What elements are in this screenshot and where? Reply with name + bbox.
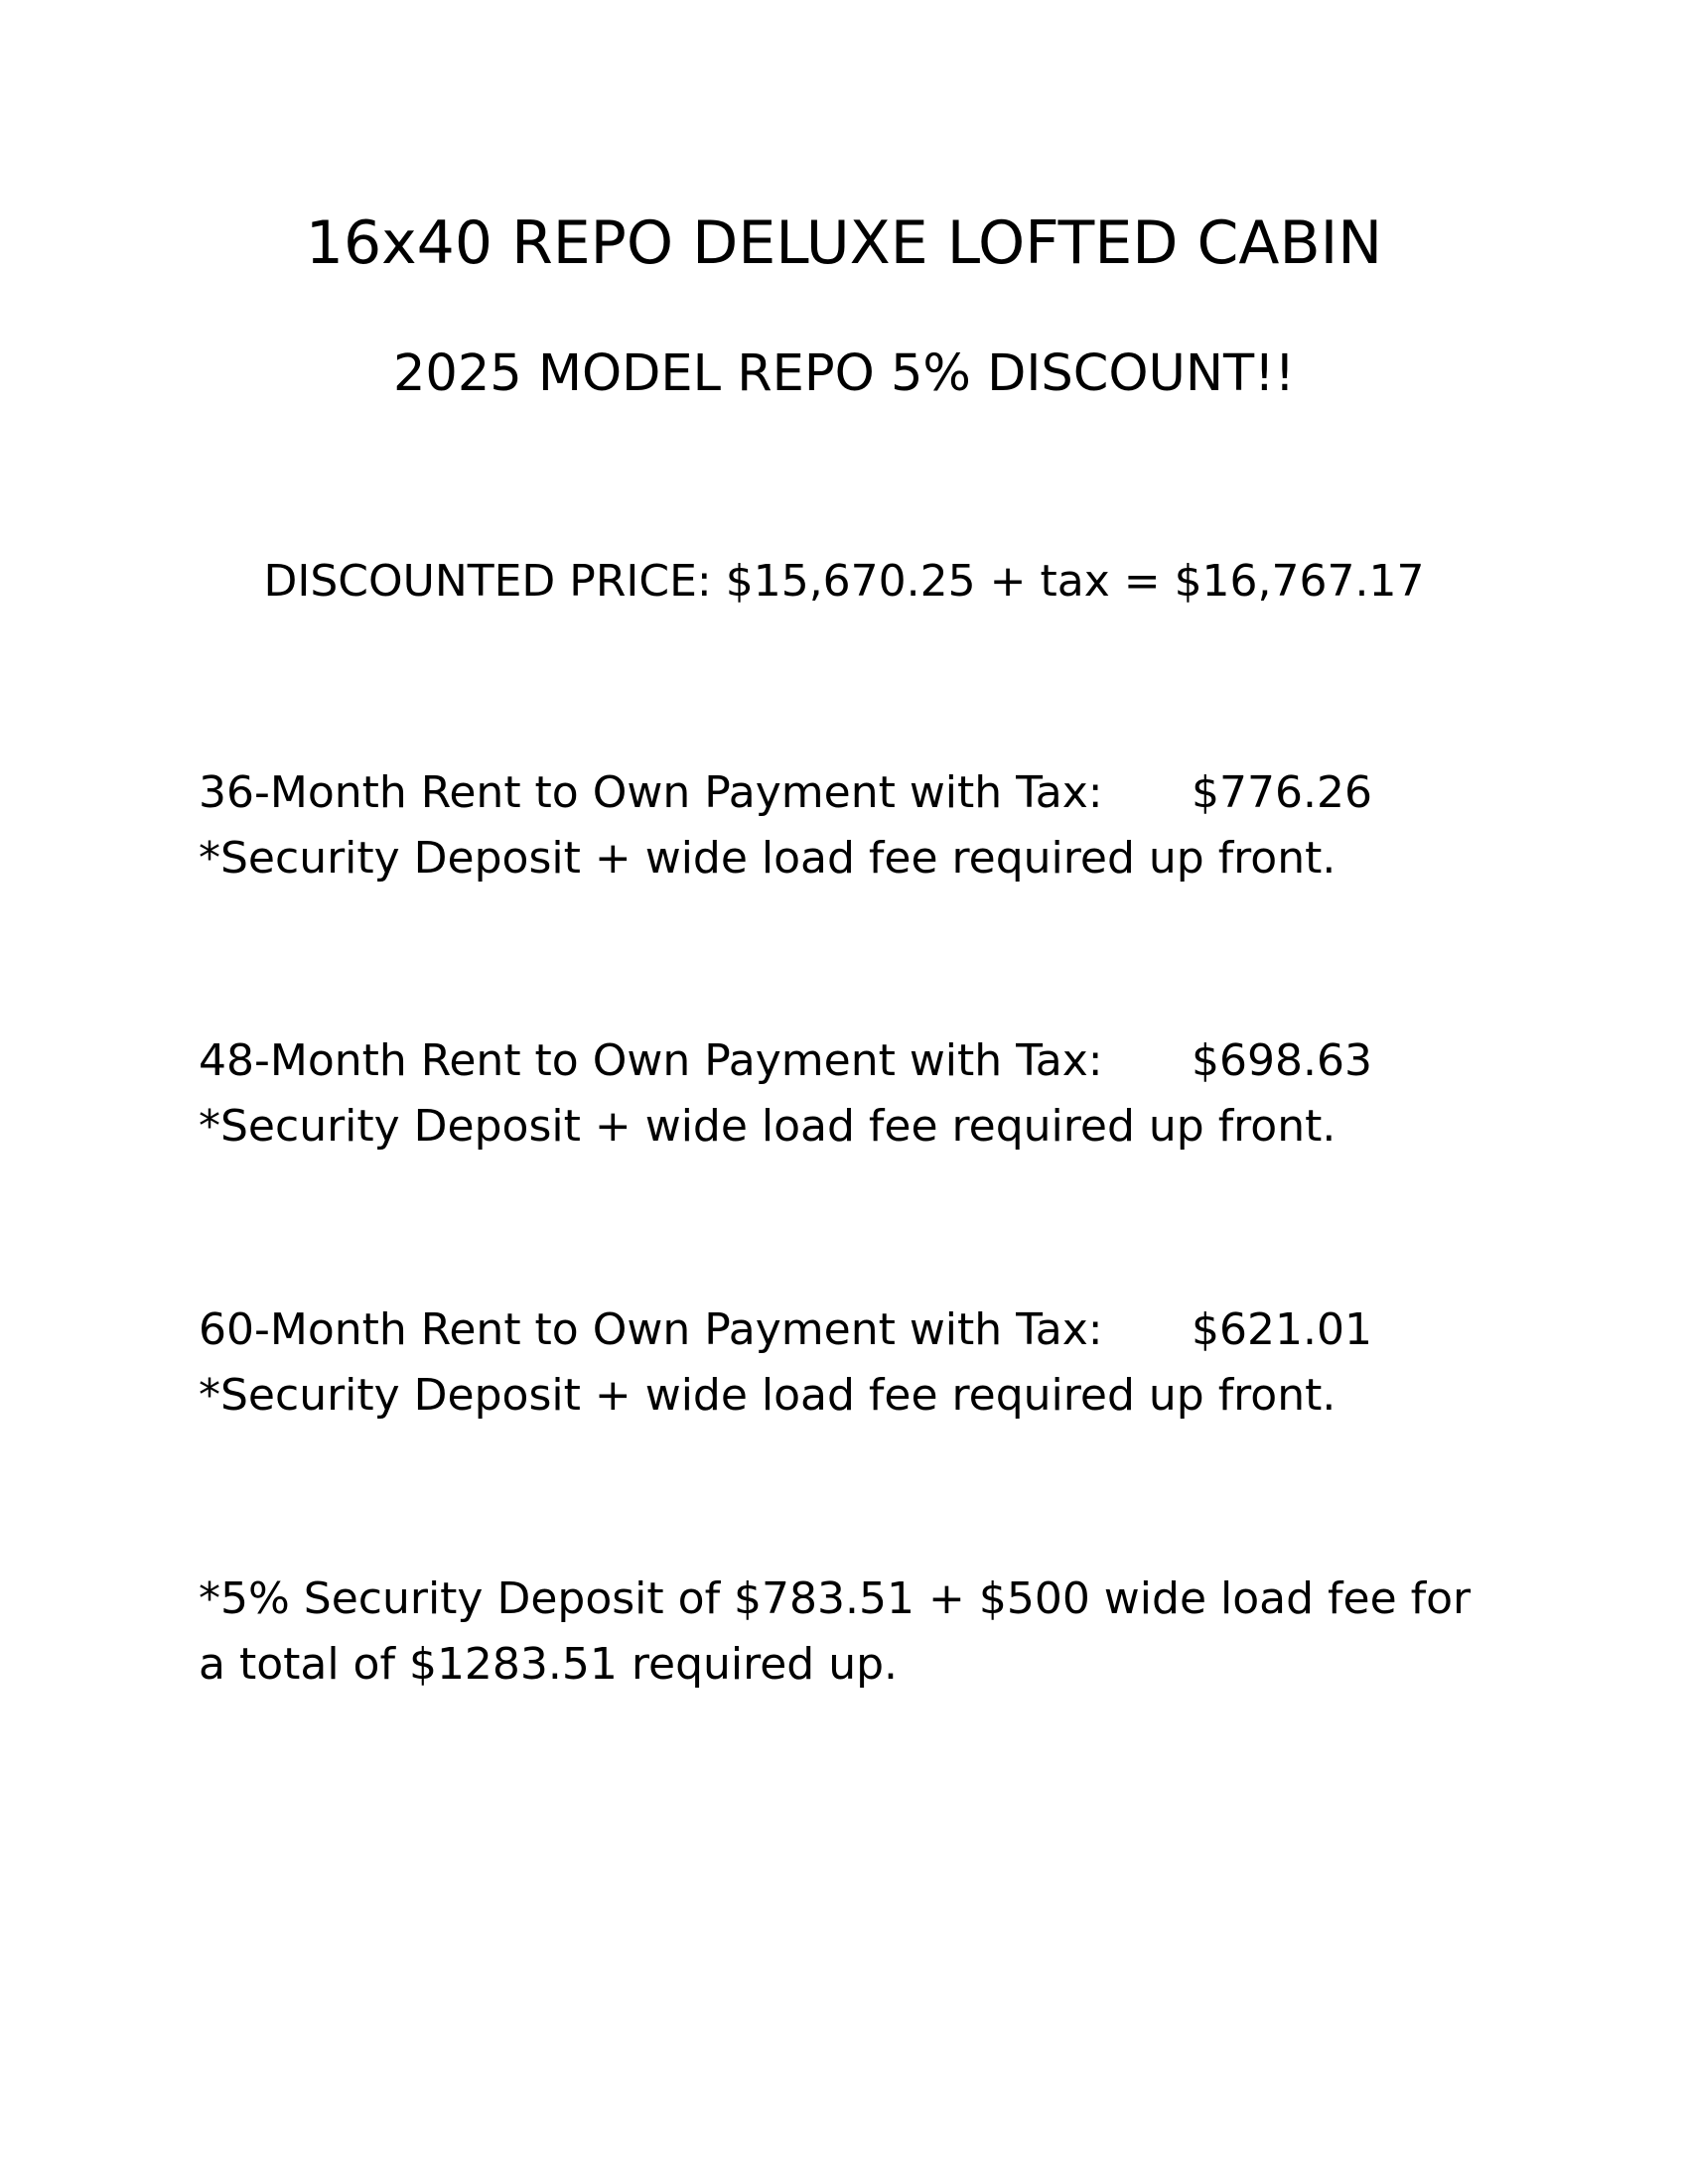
plan-note: *Security Deposit + wide load fee required up front. — [199, 1370, 1336, 1421]
discounted-price: DISCOUNTED PRICE: $15,670.25 + tax = $16,767.17 — [263, 556, 1425, 607]
plan-payment-row — [199, 760, 1489, 826]
plan-label: 48-Month Rent to Own Payment with Tax: — [199, 1035, 1103, 1086]
plan-amount: $621.01 — [1192, 1304, 1372, 1355]
payment-plan-36-month — [199, 760, 1489, 891]
plan-note: *Security Deposit + wide load fee required up front. — [199, 1101, 1336, 1152]
plan-label: 60-Month Rent to Own Payment with Tax: — [199, 1304, 1103, 1355]
payment-plan-48-month — [199, 1028, 1489, 1160]
plan-label: 36-Month Rent to Own Payment with Tax: — [199, 767, 1103, 818]
plan-payment-row — [199, 1028, 1489, 1094]
security-deposit-note: *5% Security Deposit of $783.51 + $500 wide load fee for a total of $1283.51 required up. — [199, 1573, 1472, 1690]
discount-subtitle: 2025 MODEL REPO 5% DISCOUNT!! — [392, 344, 1296, 403]
plan-note: *Security Deposit + wide load fee required up front. — [199, 833, 1336, 884]
plan-amount: $698.63 — [1192, 1035, 1372, 1086]
plan-payment-row — [199, 1297, 1489, 1363]
page-title: 16x40 REPO DELUXE LOFTED CABIN — [305, 208, 1383, 278]
plan-amount: $776.26 — [1192, 767, 1372, 818]
payment-plan-60-month — [199, 1297, 1489, 1429]
